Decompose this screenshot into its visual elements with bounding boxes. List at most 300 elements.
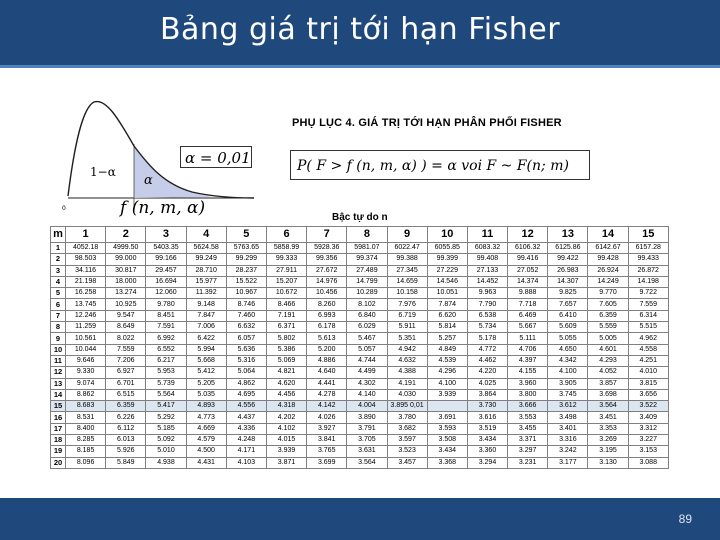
table-cell: 8.466 xyxy=(266,299,306,310)
table-cell: 4.669 xyxy=(186,423,226,434)
table-cell: 5.564 xyxy=(146,389,186,400)
table-cell: 99.249 xyxy=(186,254,226,265)
table-cell: 5.111 xyxy=(508,333,548,344)
table-cell: 7.559 xyxy=(106,344,146,355)
table-cell: 4.004 xyxy=(347,401,387,412)
table-cell: 10.561 xyxy=(66,333,106,344)
table-cell: 6.013 xyxy=(106,435,146,446)
table-cell: 4.499 xyxy=(347,367,387,378)
table-cell: 9.722 xyxy=(628,288,668,299)
table-cell: 99.374 xyxy=(347,254,387,265)
table-cell: 3.616 xyxy=(467,412,507,423)
table-cell: 3.745 xyxy=(548,389,588,400)
row-header: 15 xyxy=(51,401,66,412)
table-cell: 7.976 xyxy=(387,299,427,310)
table-cell: 8.862 xyxy=(66,389,106,400)
column-header: 2 xyxy=(106,227,146,243)
table-cell: 4.620 xyxy=(266,378,306,389)
table-cell: 10.158 xyxy=(387,288,427,299)
table-cell: 4.026 xyxy=(307,412,347,423)
table-cell: 99.333 xyxy=(266,254,306,265)
table-cell: 6.552 xyxy=(146,344,186,355)
table-cell: 15.207 xyxy=(266,276,306,287)
alpha-label: α xyxy=(144,173,153,188)
column-header: 6 xyxy=(266,227,306,243)
table-cell: 5.005 xyxy=(588,333,628,344)
table-cell: 3.242 xyxy=(548,446,588,457)
table-cell: 6.314 xyxy=(628,310,668,321)
table-cell: 8.260 xyxy=(307,299,347,310)
table-cell: 3.593 xyxy=(427,423,467,434)
table-cell: 6142.67 xyxy=(588,243,628,254)
critical-value-label: f (n, m, α) xyxy=(120,198,206,218)
table-cell: 8.185 xyxy=(66,446,106,457)
table-cell: 6.927 xyxy=(106,367,146,378)
table-cell: 5.205 xyxy=(186,378,226,389)
table-cell: 99.299 xyxy=(226,254,266,265)
table-cell: 3.371 xyxy=(508,435,548,446)
table-cell: 7.591 xyxy=(146,322,186,333)
table-cell: 28.237 xyxy=(226,265,266,276)
table-cell: 6.469 xyxy=(508,310,548,321)
table-cell: 4.437 xyxy=(226,412,266,423)
table-cell: 6.701 xyxy=(106,378,146,389)
table-cell: 5.178 xyxy=(467,333,507,344)
row-header: 3 xyxy=(51,265,66,276)
table-cell: 6.993 xyxy=(307,310,347,321)
table-cell: 5981.07 xyxy=(347,243,387,254)
table-cell: 4.191 xyxy=(387,378,427,389)
table-cell: 6055.85 xyxy=(427,243,467,254)
table-cell: 3.656 xyxy=(628,389,668,400)
table-cell: 3.871 xyxy=(266,457,306,468)
table-cell: 6157.28 xyxy=(628,243,668,254)
table-cell: 7.605 xyxy=(588,299,628,310)
table-cell: 4.558 xyxy=(628,344,668,355)
one-minus-alpha-label: 1−α xyxy=(90,165,116,179)
table-cell: 4.251 xyxy=(628,355,668,366)
table-cell: 7.006 xyxy=(186,322,226,333)
table-cell: 14.976 xyxy=(307,276,347,287)
table-cell: 4.296 xyxy=(427,367,467,378)
table-cell: 14.374 xyxy=(508,276,548,287)
table-cell: 3.765 xyxy=(307,446,347,457)
table-cell: 4.103 xyxy=(226,457,266,468)
table-cell: 6.538 xyxy=(467,310,507,321)
table-cell: 16.258 xyxy=(66,288,106,299)
table-cell: 4.632 xyxy=(387,355,427,366)
table-cell: 3.927 xyxy=(307,423,347,434)
table-cell: 8.102 xyxy=(347,299,387,310)
table-cell: 6.217 xyxy=(146,355,186,366)
column-header: 12 xyxy=(508,227,548,243)
table-cell: 5.351 xyxy=(387,333,427,344)
table-cell: 3.960 xyxy=(508,378,548,389)
table-cell: 3.294 xyxy=(467,457,507,468)
table-cell: 8.683 xyxy=(66,401,106,412)
table-cell: 7.460 xyxy=(226,310,266,321)
table-cell: 7.718 xyxy=(508,299,548,310)
table-cell: 6.719 xyxy=(387,310,427,321)
row-header: 9 xyxy=(51,333,66,344)
row-header: 10 xyxy=(51,344,66,355)
table-cell: 8.746 xyxy=(226,299,266,310)
table-cell: 5.609 xyxy=(548,322,588,333)
table-cell: 4052.18 xyxy=(66,243,106,254)
table-row xyxy=(51,446,669,457)
table-cell: 27.052 xyxy=(508,265,548,276)
table-cell: 3.297 xyxy=(508,446,548,457)
table-cell: 4.388 xyxy=(387,367,427,378)
table-cell: 4.462 xyxy=(467,355,507,366)
table-cell: 5.010 xyxy=(146,446,186,457)
table-cell: 3.691 xyxy=(427,412,467,423)
table-cell: 5.316 xyxy=(226,355,266,366)
table-cell: 5403.35 xyxy=(146,243,186,254)
table-cell: 6.057 xyxy=(226,333,266,344)
table-cell: 9.646 xyxy=(66,355,106,366)
table-row xyxy=(51,276,669,287)
table-row xyxy=(51,423,669,434)
table-cell: 27.489 xyxy=(347,265,387,276)
table-cell: 8.022 xyxy=(106,333,146,344)
table-cell: 14.249 xyxy=(588,276,628,287)
table-cell: 3.269 xyxy=(588,435,628,446)
table-cell: 3.130 xyxy=(588,457,628,468)
table-cell: 4.102 xyxy=(266,423,306,434)
table-cell: 5.386 xyxy=(266,344,306,355)
table-cell: 5.200 xyxy=(307,344,347,355)
table-cell: 6.992 xyxy=(146,333,186,344)
table-cell: 10.289 xyxy=(347,288,387,299)
table-cell: 5.069 xyxy=(266,355,306,366)
table-cell: 11.392 xyxy=(186,288,226,299)
table-cell: 4.539 xyxy=(427,355,467,366)
table-cell: 5858.99 xyxy=(266,243,306,254)
row-header: 2 xyxy=(51,254,66,265)
row-header: 18 xyxy=(51,435,66,446)
table-cell: 6083.32 xyxy=(467,243,507,254)
column-header: 9 xyxy=(387,227,427,243)
table-cell: 4.278 xyxy=(307,389,347,400)
table-cell: 13.274 xyxy=(106,288,146,299)
table-cell: 7.657 xyxy=(548,299,588,310)
table-cell: 5.092 xyxy=(146,435,186,446)
table-cell: 4.202 xyxy=(266,412,306,423)
table-cell: 4.171 xyxy=(226,446,266,457)
table-cell: 5763.65 xyxy=(226,243,266,254)
table-row xyxy=(51,355,669,366)
table-cell: 5.613 xyxy=(307,333,347,344)
table-cell: 4.397 xyxy=(508,355,548,366)
table-cell: 5.814 xyxy=(427,322,467,333)
table-cell: 14.659 xyxy=(387,276,427,287)
table-cell: 4.010 xyxy=(628,367,668,378)
row-header: 11 xyxy=(51,355,66,366)
table-cell: 5.035 xyxy=(186,389,226,400)
table-row xyxy=(51,401,669,412)
column-header: 1 xyxy=(66,227,106,243)
table-cell: 3.905 xyxy=(548,378,588,389)
table-cell: 14.799 xyxy=(347,276,387,287)
table-cell: 3.519 xyxy=(467,423,507,434)
table-cell: 30.817 xyxy=(106,265,146,276)
table-cell: 4.862 xyxy=(226,378,266,389)
row-header: 4 xyxy=(51,276,66,287)
table-cell: 34.116 xyxy=(66,265,106,276)
table-cell: 6125.86 xyxy=(548,243,588,254)
table-cell: 6.029 xyxy=(347,322,387,333)
table-cell: 5624.58 xyxy=(186,243,226,254)
table-cell: 99.388 xyxy=(387,254,427,265)
table-cell: 13.745 xyxy=(66,299,106,310)
table-row xyxy=(51,333,669,344)
table-cell: 4.030 xyxy=(387,389,427,400)
table-cell: 9.825 xyxy=(548,288,588,299)
footer-bar xyxy=(0,498,720,540)
table-cell: 99.000 xyxy=(106,254,146,265)
table-cell: 99.422 xyxy=(548,254,588,265)
row-header: 16 xyxy=(51,412,66,423)
table-cell: 5.994 xyxy=(186,344,226,355)
table-cell: 3.316 xyxy=(548,435,588,446)
table-row xyxy=(51,243,669,254)
table-cell: 3.231 xyxy=(508,457,548,468)
table-cell: 6.359 xyxy=(106,401,146,412)
table-cell: 4.821 xyxy=(266,367,306,378)
table-cell: 12.060 xyxy=(146,288,186,299)
table-cell: 9.770 xyxy=(588,288,628,299)
table-cell: 5.467 xyxy=(347,333,387,344)
table-cell: 5.417 xyxy=(146,401,186,412)
table-cell: 4.706 xyxy=(508,344,548,355)
table-cell: 3.451 xyxy=(588,412,628,423)
table-row xyxy=(51,435,669,446)
table-cell: 4.441 xyxy=(307,378,347,389)
table-cell: 8.451 xyxy=(146,310,186,321)
table-body xyxy=(51,243,669,469)
table-cell: 9.963 xyxy=(467,288,507,299)
table-cell: 4.025 xyxy=(467,378,507,389)
table-cell: 4.342 xyxy=(548,355,588,366)
table-cell: 99.356 xyxy=(307,254,347,265)
table-cell: 9.780 xyxy=(146,299,186,310)
slide-title: Bảng giá trị tới hạn Fisher xyxy=(159,12,561,47)
row-header: 20 xyxy=(51,457,66,468)
table-cell: 5.064 xyxy=(226,367,266,378)
table-cell: 5.926 xyxy=(106,446,146,457)
table-cell: 5.636 xyxy=(226,344,266,355)
table-cell: 3.597 xyxy=(387,435,427,446)
table-cell: 5.257 xyxy=(427,333,467,344)
table-cell: 4.556 xyxy=(226,401,266,412)
table-cell: 6.840 xyxy=(347,310,387,321)
table-cell: 4.015 xyxy=(266,435,306,446)
table-row xyxy=(51,412,669,423)
table-cell: 4.336 xyxy=(226,423,266,434)
table-cell: 9.330 xyxy=(66,367,106,378)
table-cell: 4.893 xyxy=(186,401,226,412)
column-header: 14 xyxy=(588,227,628,243)
table-cell: 3.612 xyxy=(548,401,588,412)
table-cell: 27.911 xyxy=(266,265,306,276)
table-cell: 4.100 xyxy=(427,378,467,389)
table-cell: 9.074 xyxy=(66,378,106,389)
table-cell: 11.259 xyxy=(66,322,106,333)
table-cell: 3.360 xyxy=(467,446,507,457)
table-row xyxy=(51,310,669,321)
table-cell: 6.371 xyxy=(266,322,306,333)
probability-formula: P( F > f (n, m, α) ) = α voi F ~ F(n; m) xyxy=(290,150,590,180)
table-cell: 5.668 xyxy=(186,355,226,366)
row-header: 14 xyxy=(51,389,66,400)
table-cell: 3.666 xyxy=(508,401,548,412)
table-cell: 3.312 xyxy=(628,423,668,434)
table-row xyxy=(51,457,669,468)
row-header: 1 xyxy=(51,243,66,254)
table-row xyxy=(51,367,669,378)
table-cell: 4999.50 xyxy=(106,243,146,254)
column-header: 10 xyxy=(427,227,467,243)
table-cell: 3.864 xyxy=(467,389,507,400)
table-cell: 6.632 xyxy=(226,322,266,333)
table-cell: 8.649 xyxy=(106,322,146,333)
table-cell: 3.895 0,01 xyxy=(387,401,427,412)
table-cell: 3.791 xyxy=(347,423,387,434)
table-cell: 8.400 xyxy=(66,423,106,434)
table-cell: 8.531 xyxy=(66,412,106,423)
table-cell: 5.515 xyxy=(628,322,668,333)
table-cell: 5.739 xyxy=(146,378,186,389)
table-cell: 10.051 xyxy=(427,288,467,299)
table-cell: 3.939 xyxy=(266,446,306,457)
table-cell: 7.847 xyxy=(186,310,226,321)
table-cell: 5.057 xyxy=(347,344,387,355)
table-cell: 26.924 xyxy=(588,265,628,276)
table-cell: 9.888 xyxy=(508,288,548,299)
table-cell: 6.226 xyxy=(106,412,146,423)
table-cell: 99.433 xyxy=(628,254,668,265)
title-bar xyxy=(0,0,720,68)
table-row xyxy=(51,378,669,389)
table-cell: 4.886 xyxy=(307,355,347,366)
table-cell: 27.345 xyxy=(387,265,427,276)
table-cell: 15.522 xyxy=(226,276,266,287)
table-cell: 3.353 xyxy=(588,423,628,434)
table-cell: 3.800 xyxy=(508,389,548,400)
appendix-title: PHỤ LỤC 4. GIÁ TRỊ TỚI HẠN PHÂN PHỐI FISHER xyxy=(292,117,562,129)
table-cell: 10.925 xyxy=(106,299,146,310)
table-cell: 99.408 xyxy=(467,254,507,265)
table-cell: 3.522 xyxy=(628,401,668,412)
table-cell: 3.401 xyxy=(548,423,588,434)
table-cell: 4.052 xyxy=(588,367,628,378)
table-cell: 4.744 xyxy=(347,355,387,366)
table-cell: 3.498 xyxy=(548,412,588,423)
corner-header: m xyxy=(51,227,66,243)
page-number: 89 xyxy=(678,512,692,526)
table-cell: 4.938 xyxy=(146,457,186,468)
table-cell: 12.246 xyxy=(66,310,106,321)
table-cell: 3.508 xyxy=(427,435,467,446)
origin-label: 0 xyxy=(62,205,66,212)
table-cell: 5928.36 xyxy=(307,243,347,254)
table-row xyxy=(51,254,669,265)
table-cell: 7.206 xyxy=(106,355,146,366)
table-cell: 14.307 xyxy=(548,276,588,287)
table-cell: 3.780 xyxy=(387,412,427,423)
table-cell: 15.977 xyxy=(186,276,226,287)
table-cell: 4.318 xyxy=(266,401,306,412)
table-cell: 26.983 xyxy=(548,265,588,276)
table-cell: 3.195 xyxy=(588,446,628,457)
table-cell: 3.698 xyxy=(588,389,628,400)
table-cell: 99.166 xyxy=(146,254,186,265)
table-cell: 14.546 xyxy=(427,276,467,287)
table-cell: 5.953 xyxy=(146,367,186,378)
table-cell: 4.942 xyxy=(387,344,427,355)
table-cell: 3.409 xyxy=(628,412,668,423)
table-cell: 99.416 xyxy=(508,254,548,265)
table-cell: 4.500 xyxy=(186,446,226,457)
table-cell: 3.434 xyxy=(427,446,467,457)
table-cell: 4.302 xyxy=(347,378,387,389)
table-cell: 4.773 xyxy=(186,412,226,423)
table-cell: 3.939 xyxy=(427,389,467,400)
table-cell: 18.000 xyxy=(106,276,146,287)
table-cell: 5.292 xyxy=(146,412,186,423)
table-cell: 6.178 xyxy=(307,322,347,333)
alpha-value-box: α = 0,01 xyxy=(180,146,252,168)
table-cell: 4.849 xyxy=(427,344,467,355)
table-cell: 5.802 xyxy=(266,333,306,344)
table-cell: 4.579 xyxy=(186,435,226,446)
table-cell: 9.148 xyxy=(186,299,226,310)
table-cell: 5.911 xyxy=(387,322,427,333)
table-cell: 3.523 xyxy=(387,446,427,457)
table-cell: 14.452 xyxy=(467,276,507,287)
table-cell: 7.874 xyxy=(427,299,467,310)
table-cell: 3.455 xyxy=(508,423,548,434)
column-header: 8 xyxy=(347,227,387,243)
table-cell: 4.456 xyxy=(266,389,306,400)
table-cell: 16.694 xyxy=(146,276,186,287)
table-cell: 3.564 xyxy=(347,457,387,468)
table-cell: 5.055 xyxy=(548,333,588,344)
table-cell: 9.547 xyxy=(106,310,146,321)
table-row xyxy=(51,288,669,299)
table-cell: 10.044 xyxy=(66,344,106,355)
table-cell: 14.198 xyxy=(628,276,668,287)
table-cell: 10.672 xyxy=(266,288,306,299)
table-cell: 3.153 xyxy=(628,446,668,457)
table-cell: 98.503 xyxy=(66,254,106,265)
column-header: 5 xyxy=(226,227,266,243)
fisher-table xyxy=(50,226,669,469)
table-cell: 6.422 xyxy=(186,333,226,344)
column-header: 7 xyxy=(307,227,347,243)
row-header: 6 xyxy=(51,299,66,310)
table-cell: 3.841 xyxy=(307,435,347,446)
table-cell: 4.140 xyxy=(347,389,387,400)
table-cell: 6.410 xyxy=(548,310,588,321)
row-header: 7 xyxy=(51,310,66,321)
column-header: 3 xyxy=(146,227,186,243)
table-cell: 3.857 xyxy=(588,378,628,389)
table-cell: 6.620 xyxy=(427,310,467,321)
table-cell: 26.872 xyxy=(628,265,668,276)
degrees-of-freedom-label: Bậc tự do n xyxy=(332,212,388,223)
